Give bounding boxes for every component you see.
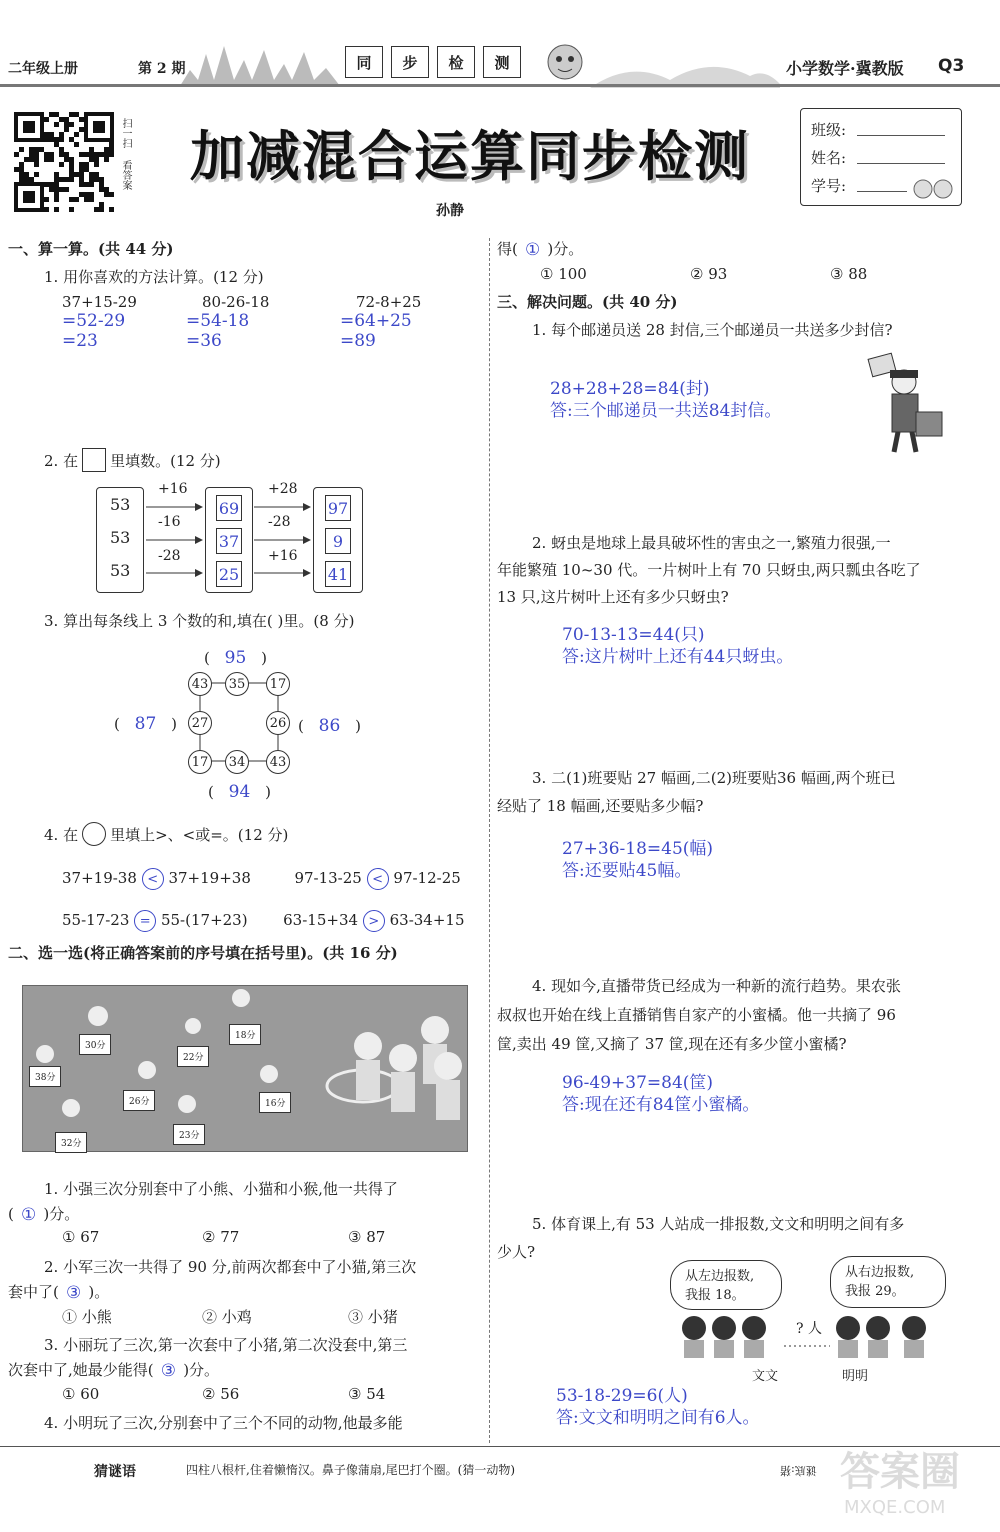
bubble-line: 从左边报数, [685,1269,755,1284]
speech-bubble-right [830,1256,946,1308]
q3-number-circle: 26 [266,711,290,735]
paren-close: ) [261,649,267,667]
p2-q4-text: 4. 小明玩了三次,分别套中了三个不同的动物,他最多能 [44,1414,403,1432]
answer-value: 86 [318,716,341,736]
qr-caption-line: 看答案 [120,160,131,190]
part3-heading: 三、解决问题。(共 40 分) [497,293,678,311]
option: ① 67 [62,1228,100,1246]
problem-line: 3. 二(1)班要贴 27 幅画,二(2)班要贴36 幅画,两个班已 [532,769,896,787]
answer-value: 94 [228,782,251,802]
score-card: 30分 [79,1034,111,1055]
q3-number-circle: 35 [225,672,249,696]
option: ② 56 [202,1385,240,1403]
problem-2-answer: 答:这片树叶上还有44只蚜虫。 [562,647,794,667]
p2-q3-text: 3. 小丽玩了三次,第一次套中了小猪,第二次没套中,第三 [44,1336,408,1354]
watermark [840,1440,960,1518]
issue-code: Q3 [938,56,965,76]
problem-3-answer: 答:还要贴45幅。 [562,861,692,881]
q2-operation-label: +16 [158,481,188,497]
q4-prompt [44,822,288,846]
q4-left-expr: 37+19-38 [62,869,137,887]
name-wenwen: 文文 [752,1369,779,1384]
q4-right-expr: 63-34+15 [389,911,465,929]
name-mingming: 明明 [842,1369,869,1384]
q1-step1: =52-29 [62,311,126,331]
problem-line: 5. 体育课上,有 53 人站成一排报数,文文和明明之间有多 [532,1215,905,1233]
tiger-mascot-icon [540,42,590,86]
p2-q4-options [540,265,940,283]
q4-row [62,910,482,932]
problem-2-text [497,530,972,611]
p2-q3-options [62,1385,462,1403]
part2-heading: 二、选一选(将正确答案前的序号填在括号里)。(共 16 分) [8,944,398,962]
q4-sign: < [367,868,389,890]
q4-sign: = [134,910,156,932]
q2-operation-label: -28 [158,548,181,564]
option: ③ 88 [830,265,868,283]
name-field[interactable] [857,163,945,164]
problem-3-text [497,764,972,820]
q4-right-expr: 55-(17+23) [160,911,248,929]
q1-prompt: 1. 用你喜欢的方法计算。(12 分) [44,268,264,286]
problem-1-text: 1. 每个邮递员送 28 封信,三个邮递员一共送多少封信? [532,321,893,339]
q2-start-value: 53 [110,528,131,547]
problem-5-equation: 53-18-29=6(人) [556,1386,688,1406]
problem-3-equation: 27+36-18=45(幅) [562,839,714,859]
q3-number-circle: 27 [188,711,212,735]
answer-value: 95 [224,648,247,668]
q1-item [62,293,137,351]
column-divider [489,238,490,1443]
class-label: 班级: [811,121,847,139]
option: ① 小熊 [62,1308,112,1326]
q1-step1: =64+25 [340,311,412,331]
watermark-sub: MXQE.COM [844,1497,946,1518]
number-label: 学号: [811,177,847,195]
part1-heading: 一、算一算。(共 44 分) [8,240,174,258]
option: ② 小鸡 [202,1308,252,1326]
subject-label: 小学数学·冀教版 [786,59,904,78]
p2-q2 [8,1256,480,1303]
q1-expr: 37+15-29 [62,293,137,311]
q3-top-answer [204,648,267,668]
option: ② 93 [690,265,728,283]
footer-riddle: 四柱八根杆,住着懒惰汉。鼻子像蒲扇,尾巴打个圈。(猜一动物) [186,1463,515,1477]
q3-number-circle: 17 [188,750,212,774]
gap-label: ? 人 [796,1321,822,1337]
problem-line: 经贴了 18 幅画,还要贴多少幅? [497,797,704,815]
p2-q4-cont-a: 得( [497,240,518,258]
q1-item [340,293,422,351]
qr-caption [118,118,132,148]
banner [345,46,535,80]
banner-char: 检 [437,46,475,78]
p2-q3 [8,1334,480,1381]
page-title: 加减混合运算同步检测 [190,125,750,188]
q3-number-circle: 43 [188,672,212,696]
q2-operation-label: -16 [158,514,181,530]
p2-q1-tail: )分。 [43,1205,80,1223]
q4-sign: < [142,868,164,890]
q2-start-value: 53 [110,561,131,580]
q4-right-expr: 37+19+38 [168,869,251,887]
p2-q1-paren: ( [8,1205,14,1223]
problem-4-text [497,972,972,1059]
score-card: 23分 [173,1124,205,1145]
banner-char: 测 [483,46,521,78]
square-blank-icon [82,448,106,472]
ring-toss-picture [22,985,468,1152]
problem-4-answer: 答:现在还有84筐小蜜橘。 [562,1095,760,1115]
score-card: 38分 [29,1066,61,1087]
option: ③ 54 [348,1385,386,1403]
q1-step2: =23 [62,331,98,351]
p2-q3-answer: ③ [160,1361,177,1381]
p2-q2-answer: ③ [66,1283,82,1303]
q2-operation-label: -28 [268,514,291,530]
option: ① 60 [62,1385,100,1403]
kids-playing-icon [23,986,467,1151]
paren-open: ( [114,715,120,733]
p2-q2-tail: )。 [88,1283,110,1301]
q3-bottom-answer [208,782,271,802]
q4-prompt-b: 里填上>、<或=。(12 分) [110,825,289,844]
banner-char: 步 [391,46,429,78]
problem-line: 年能繁殖 10~30 代。一片树叶上有 70 只蚜虫,两只瓢虫各吃了 [497,561,921,579]
q4-left-expr: 97-13-25 [294,869,362,887]
name-label: 姓名: [811,149,847,167]
problem-2-equation: 70-13-13=44(只) [562,625,705,645]
footer-label: 猜谜语 [94,1464,136,1480]
cartoon-animals-icon [911,171,957,201]
paren-close: ) [265,783,271,801]
p2-q2-line2: 套中了( [8,1283,59,1301]
q4-row [62,868,482,890]
footer-answer: 谜底:猪 [780,1464,817,1477]
q1-expr: 80-26-18 [202,293,270,311]
score-card: 26分 [123,1090,155,1111]
score-card: 18分 [229,1024,261,1045]
q3-number-circle: 34 [225,750,249,774]
bubble-line: 我报 29。 [845,1284,905,1299]
q2-mid-value: 25 [216,561,242,587]
q1-expr: 72-8+25 [356,293,422,311]
p2-q2-options [62,1306,462,1327]
p2-q1-text: 1. 小强三次分别套中了小熊、小猫和小猴,他一共得了 [44,1180,398,1198]
q2-end-value: 41 [325,561,351,587]
header-rule [0,84,1000,87]
qr-caption-line: 扫一扫 [120,118,131,148]
author: 孙静 [436,203,464,219]
option: ② 77 [202,1228,240,1246]
q1-step2: =36 [186,331,222,351]
q4-prompt-a: 4. 在 [44,825,79,844]
mailman-icon [856,352,952,454]
q2-operation-label: +16 [268,548,298,564]
qr-caption [118,160,132,190]
qr-code-icon [14,112,114,212]
hills-decoration [590,54,780,88]
watermark-main: 答案圈 [840,1449,960,1495]
q1-step1: =54-18 [186,311,250,331]
p2-q1-options [62,1228,462,1246]
q3-number-circle: 43 [266,750,290,774]
q3-number-circle: 17 [266,672,290,696]
q2-prompt-a: 2. 在 [44,451,79,470]
problem-line: 筐,卖出 49 筐,又摘了 37 筐,现在还有多少筐小蜜橘? [497,1035,847,1053]
paren-close: ) [171,715,177,733]
q3-right-answer [298,716,361,736]
student-info-box [800,108,962,206]
header-bar [0,40,1000,92]
castle-decoration [180,40,340,86]
paren-open: ( [298,717,304,735]
p2-q2-text: 2. 小军三次一共得了 90 分,前两次都套中了小猫,第三次 [44,1258,417,1276]
q2-mid-value: 69 [216,495,242,521]
problem-line: 少人? [497,1243,536,1261]
speech-bubble-left [670,1260,782,1310]
grade-label: 二年级上册 [8,61,78,77]
q2-end-value: 97 [325,495,351,521]
q2-start-value: 53 [110,495,131,514]
p2-q3-line2: 次套中了,她最少能得( [8,1361,154,1379]
q1-item [186,293,270,351]
option: ① 100 [540,265,587,283]
problem-line: 叔叔也开始在线上直播销售自家产的小蜜橘。他一共摘了 96 [497,1006,896,1024]
p2-q4-cont [497,238,583,260]
answer-value: 87 [134,714,157,734]
q3-left-answer [114,714,177,734]
banner-char: 同 [345,46,383,78]
score-card: 32分 [55,1132,87,1153]
p2-q3-tail: )分。 [183,1361,220,1379]
problem-5-answer: 答:文文和明明之间有6人。 [556,1408,760,1428]
problem-line: 13 只,这片树叶上还有多少只蚜虫? [497,588,729,606]
score-card: 22分 [177,1046,209,1067]
paren-open: ( [208,783,214,801]
issue-label: 第 2 期 [138,61,186,77]
q4-sign: > [363,910,385,932]
circle-blank-icon [82,822,106,846]
problem-1-answer: 答:三个邮递员一共送84封信。 [550,401,782,421]
q2-prompt [44,448,221,472]
bubble-line: 从右边报数, [845,1265,915,1280]
paren-close: ) [355,717,361,735]
p2-q4-answer: ① [525,240,541,260]
number-field[interactable] [857,191,907,192]
problem-line: 4. 现如今,直播带货已经成为一种新的流行趋势。果农张 [532,977,901,995]
p2-q1-answer: ① [21,1205,37,1225]
option: ③ 小猪 [348,1308,398,1326]
score-card: 16分 [259,1092,291,1113]
q4-left-expr: 63-15+34 [283,911,359,929]
p2-q1 [8,1178,480,1225]
bubble-line: 我报 18。 [685,1288,745,1303]
paren-open: ( [204,649,210,667]
option: ③ 87 [348,1228,386,1246]
p2-q4-tail: )分。 [547,240,584,258]
q2-end-value: 9 [325,528,351,554]
q2-mid-value: 37 [216,528,242,554]
q4-left-expr: 55-17-23 [62,911,130,929]
q2-prompt-b: 里填数。(12 分) [110,451,221,470]
problem-1-equation: 28+28+28=84(封) [550,379,710,399]
q1-step2: =89 [340,331,376,351]
problem-line: 2. 蚜虫是地球上最具破坏性的害虫之一,繁殖力很强,一 [532,534,891,552]
q4-right-expr: 97-12-25 [393,869,461,887]
q3-prompt: 3. 算出每条线上 3 个数的和,填在( )里。(8 分) [44,612,355,630]
problem-4-equation: 96-49+37=84(筐) [562,1073,714,1093]
q2-operation-label: +28 [268,481,298,497]
class-field[interactable] [857,135,945,136]
